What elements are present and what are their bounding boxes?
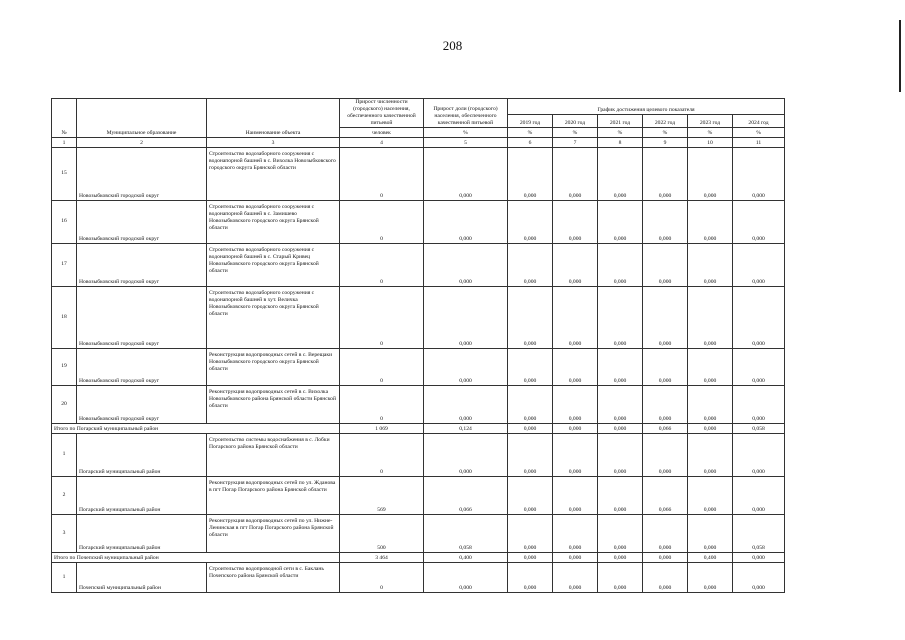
population-growth-cell: 0 bbox=[340, 243, 424, 286]
year-value-cell: 0,000 bbox=[643, 243, 688, 286]
share-growth-cell: 0,000 bbox=[424, 243, 508, 286]
header-year: 2019 год bbox=[508, 114, 553, 127]
population-growth-cell: 0 bbox=[340, 348, 424, 385]
municipality-cell: Новозыбковский городской округ bbox=[77, 286, 207, 348]
row-number: 19 bbox=[52, 348, 77, 385]
total-row bbox=[52, 552, 785, 562]
header-object: Наименование объекта bbox=[207, 99, 340, 138]
object-name-cell: Строительство водозаборного сооружения с водонапорной башней в с. Замишево Новозыбковского городского округа Брянской области bbox=[207, 200, 340, 243]
indicator-table bbox=[51, 98, 785, 593]
share-growth-cell: 0,000 bbox=[424, 147, 508, 200]
header-year: 2022 год bbox=[643, 114, 688, 127]
municipality-cell: Новозыбковский городской округ bbox=[77, 147, 207, 200]
year-value-cell: 0,000 bbox=[508, 562, 553, 592]
year-value-cell: 0,000 bbox=[508, 423, 553, 433]
population-growth-cell: 500 bbox=[340, 514, 424, 552]
header-year: 2023 год bbox=[688, 114, 733, 127]
unit-cell: % bbox=[688, 127, 733, 137]
share-growth-cell: 0,000 bbox=[424, 348, 508, 385]
population-growth-cell: 0 bbox=[340, 562, 424, 592]
year-value-cell: 0,000 bbox=[553, 514, 598, 552]
share-growth-cell: 0,000 bbox=[424, 200, 508, 243]
column-number: 11 bbox=[733, 137, 785, 147]
year-value-cell: 0,000 bbox=[598, 476, 643, 514]
year-value-cell: 0,066 bbox=[643, 423, 688, 433]
year-value-cell: 0,000 bbox=[598, 286, 643, 348]
table-row bbox=[52, 562, 785, 592]
row-number: 17 bbox=[52, 243, 77, 286]
year-value-cell: 0,000 bbox=[598, 200, 643, 243]
year-value-cell: 0,000 bbox=[598, 385, 643, 423]
object-name-cell: Реконструкция водопроводных сетей по ул. Нижне-Ленинская в пгт Погар Погарского района Брянской области bbox=[207, 514, 340, 552]
year-value-cell: 0,000 bbox=[733, 385, 785, 423]
population-growth-cell: 0 bbox=[340, 433, 424, 476]
object-name-cell: Строительство водозаборного сооружения с водонапорной башней в с. Старый Кривец Новозыбковского городского округа Брянской области bbox=[207, 243, 340, 286]
year-value-cell: 0,000 bbox=[598, 147, 643, 200]
year-value-cell: 0,000 bbox=[598, 433, 643, 476]
row-number: 1 bbox=[52, 433, 77, 476]
object-name-cell: Строительство водозаборного сооружения с водонапорной башней в хут. Величка Новозыбковского городского округа Брянской области bbox=[207, 286, 340, 348]
share-growth-cell: 0,124 bbox=[424, 423, 508, 433]
table-row bbox=[52, 243, 785, 286]
year-value-cell: 0,000 bbox=[553, 562, 598, 592]
year-value-cell: 0,000 bbox=[508, 286, 553, 348]
total-row bbox=[52, 423, 785, 433]
year-value-cell: 0,000 bbox=[643, 385, 688, 423]
year-value-cell: 0,000 bbox=[643, 147, 688, 200]
column-number: 7 bbox=[553, 137, 598, 147]
year-value-cell: 0,000 bbox=[688, 348, 733, 385]
municipality-cell: Почепский муниципальный район bbox=[77, 562, 207, 592]
row-number: 15 bbox=[52, 147, 77, 200]
year-value-cell: 0,000 bbox=[508, 385, 553, 423]
year-value-cell: 0,058 bbox=[733, 514, 785, 552]
share-growth-cell: 0,000 bbox=[424, 562, 508, 592]
object-name-cell: Строительство водопроводной сети в с. Баклань Почепского района Брянской области bbox=[207, 562, 340, 592]
population-growth-cell: 1 069 bbox=[340, 423, 424, 433]
share-growth-cell: 0,000 bbox=[424, 286, 508, 348]
year-value-cell: 0,000 bbox=[733, 147, 785, 200]
year-value-cell: 0,000 bbox=[733, 286, 785, 348]
population-growth-cell: 569 bbox=[340, 476, 424, 514]
row-number: 3 bbox=[52, 514, 77, 552]
share-growth-cell: 0,400 bbox=[424, 552, 508, 562]
year-value-cell: 0,000 bbox=[553, 243, 598, 286]
header-population-growth: Прирост численности (городского) населения, обеспеченного качественной питьевой bbox=[340, 99, 424, 128]
table-row bbox=[52, 147, 785, 200]
year-value-cell: 0,066 bbox=[643, 476, 688, 514]
municipality-cell: Новозыбковский городской округ bbox=[77, 348, 207, 385]
column-number: 3 bbox=[207, 137, 340, 147]
year-value-cell: 0,000 bbox=[733, 200, 785, 243]
object-name-cell: Строительство водозаборного сооружения с водонапорной башней в с. Вихолка Новозыбковского городского округа Брянской области bbox=[207, 147, 340, 200]
unit-cell: % bbox=[553, 127, 598, 137]
unit-cell: % bbox=[508, 127, 553, 137]
header-year: 2021 год bbox=[598, 114, 643, 127]
municipality-cell: Погарский муниципальный район bbox=[77, 514, 207, 552]
year-value-cell: 0,000 bbox=[553, 286, 598, 348]
header-share-growth: Прирост доли (городского) населения, обеспеченного качественной питьевой bbox=[424, 99, 508, 128]
table-row bbox=[52, 476, 785, 514]
population-growth-cell: 0 bbox=[340, 385, 424, 423]
year-value-cell: 0,000 bbox=[553, 433, 598, 476]
year-value-cell: 0,000 bbox=[598, 552, 643, 562]
table-row bbox=[52, 200, 785, 243]
header-municipality: Муниципальное образование bbox=[77, 99, 207, 138]
object-name-cell: Реконструкция водопроводных сетей в с. Верещаки Новозыбковского городского округа Брянской области bbox=[207, 348, 340, 385]
year-value-cell: 0,400 bbox=[688, 552, 733, 562]
row-number: 16 bbox=[52, 200, 77, 243]
table-row bbox=[52, 286, 785, 348]
row-number: 18 bbox=[52, 286, 77, 348]
row-number: 2 bbox=[52, 476, 77, 514]
year-value-cell: 0,000 bbox=[733, 476, 785, 514]
municipality-cell: Погарский муниципальный район bbox=[77, 476, 207, 514]
year-value-cell: 0,000 bbox=[688, 562, 733, 592]
year-value-cell: 0,000 bbox=[688, 514, 733, 552]
year-value-cell: 0,058 bbox=[733, 423, 785, 433]
row-number: 1 bbox=[52, 562, 77, 592]
header-year: 2020 год bbox=[553, 114, 598, 127]
year-value-cell: 0,000 bbox=[553, 385, 598, 423]
year-value-cell: 0,000 bbox=[688, 423, 733, 433]
table-row bbox=[52, 433, 785, 476]
year-value-cell: 0,000 bbox=[688, 147, 733, 200]
table-row bbox=[52, 514, 785, 552]
year-value-cell: 0,000 bbox=[553, 200, 598, 243]
column-number: 4 bbox=[340, 137, 424, 147]
year-value-cell: 0,000 bbox=[598, 423, 643, 433]
year-value-cell: 0,000 bbox=[643, 433, 688, 476]
object-name-cell: Реконструкция водопроводных сетей по ул. Жданова в пгт Погар Погарского района Брянской области bbox=[207, 476, 340, 514]
header-schedule: График достижения целевого показателя bbox=[508, 99, 785, 115]
year-value-cell: 0,000 bbox=[508, 147, 553, 200]
population-growth-cell: 0 bbox=[340, 147, 424, 200]
year-value-cell: 0,000 bbox=[598, 348, 643, 385]
year-value-cell: 0,000 bbox=[643, 348, 688, 385]
population-growth-cell: 3 464 bbox=[340, 552, 424, 562]
unit-cell: % bbox=[733, 127, 785, 137]
population-growth-cell: 0 bbox=[340, 200, 424, 243]
object-name-cell: Реконструкция водопроводных сетей в с. Вихолка Новозыбковского района Брянской области Брянской области bbox=[207, 385, 340, 423]
year-value-cell: 0,000 bbox=[733, 552, 785, 562]
year-value-cell: 0,000 bbox=[553, 423, 598, 433]
population-growth-cell: 0 bbox=[340, 286, 424, 348]
year-value-cell: 0,000 bbox=[643, 552, 688, 562]
unit-cell: человек bbox=[340, 127, 424, 137]
year-value-cell: 0,000 bbox=[733, 348, 785, 385]
year-value-cell: 0,000 bbox=[643, 514, 688, 552]
year-value-cell: 0,000 bbox=[688, 286, 733, 348]
year-value-cell: 0,000 bbox=[598, 562, 643, 592]
year-value-cell: 0,000 bbox=[688, 385, 733, 423]
share-growth-cell: 0,066 bbox=[424, 476, 508, 514]
year-value-cell: 0,000 bbox=[688, 243, 733, 286]
year-value-cell: 0,000 bbox=[733, 562, 785, 592]
year-value-cell: 0,000 bbox=[553, 552, 598, 562]
year-value-cell: 0,000 bbox=[553, 476, 598, 514]
year-value-cell: 0,000 bbox=[508, 200, 553, 243]
object-name-cell: Строительство системы водоснабжения в с. Лобки Погарского района Брянской области bbox=[207, 433, 340, 476]
share-growth-cell: 0,000 bbox=[424, 385, 508, 423]
table-row bbox=[52, 348, 785, 385]
year-value-cell: 0,000 bbox=[688, 433, 733, 476]
unit-cell: % bbox=[598, 127, 643, 137]
page-edge-bar bbox=[899, 20, 901, 92]
municipality-cell: Новозыбковский городской округ bbox=[77, 385, 207, 423]
unit-cell: % bbox=[643, 127, 688, 137]
column-number: 10 bbox=[688, 137, 733, 147]
year-value-cell: 0,000 bbox=[508, 514, 553, 552]
row-number: 20 bbox=[52, 385, 77, 423]
year-value-cell: 0,000 bbox=[643, 200, 688, 243]
year-value-cell: 0,000 bbox=[508, 476, 553, 514]
year-value-cell: 0,000 bbox=[598, 243, 643, 286]
year-value-cell: 0,000 bbox=[553, 147, 598, 200]
column-number: 5 bbox=[424, 137, 508, 147]
column-number: 1 bbox=[52, 137, 77, 147]
column-number: 6 bbox=[508, 137, 553, 147]
year-value-cell: 0,000 bbox=[508, 348, 553, 385]
page-number: 208 bbox=[442, 38, 463, 53]
total-label: Итого по Погарский муниципальный район bbox=[52, 423, 340, 433]
table-body bbox=[52, 147, 785, 592]
year-value-cell: 0,000 bbox=[508, 243, 553, 286]
municipality-cell: Новозыбковский городской округ bbox=[77, 243, 207, 286]
municipality-cell: Новозыбковский городской округ bbox=[77, 200, 207, 243]
year-value-cell: 0,000 bbox=[688, 200, 733, 243]
header-no: № bbox=[52, 99, 77, 138]
unit-cell: % bbox=[424, 127, 508, 137]
column-number: 9 bbox=[643, 137, 688, 147]
year-value-cell: 0,000 bbox=[508, 433, 553, 476]
header-year: 2024 год bbox=[733, 114, 785, 127]
year-value-cell: 0,000 bbox=[688, 476, 733, 514]
year-value-cell: 0,000 bbox=[733, 243, 785, 286]
year-value-cell: 0,000 bbox=[553, 348, 598, 385]
year-value-cell: 0,000 bbox=[733, 433, 785, 476]
share-growth-cell: 0,058 bbox=[424, 514, 508, 552]
total-label: Итого по Почепский муниципальный район bbox=[52, 552, 340, 562]
table-row bbox=[52, 385, 785, 423]
year-value-cell: 0,000 bbox=[508, 552, 553, 562]
column-number: 2 bbox=[77, 137, 207, 147]
year-value-cell: 0,000 bbox=[598, 514, 643, 552]
column-number: 8 bbox=[598, 137, 643, 147]
year-value-cell: 0,000 bbox=[643, 562, 688, 592]
municipality-cell: Погарский муниципальный район bbox=[77, 433, 207, 476]
share-growth-cell: 0,000 bbox=[424, 433, 508, 476]
year-value-cell: 0,000 bbox=[643, 286, 688, 348]
